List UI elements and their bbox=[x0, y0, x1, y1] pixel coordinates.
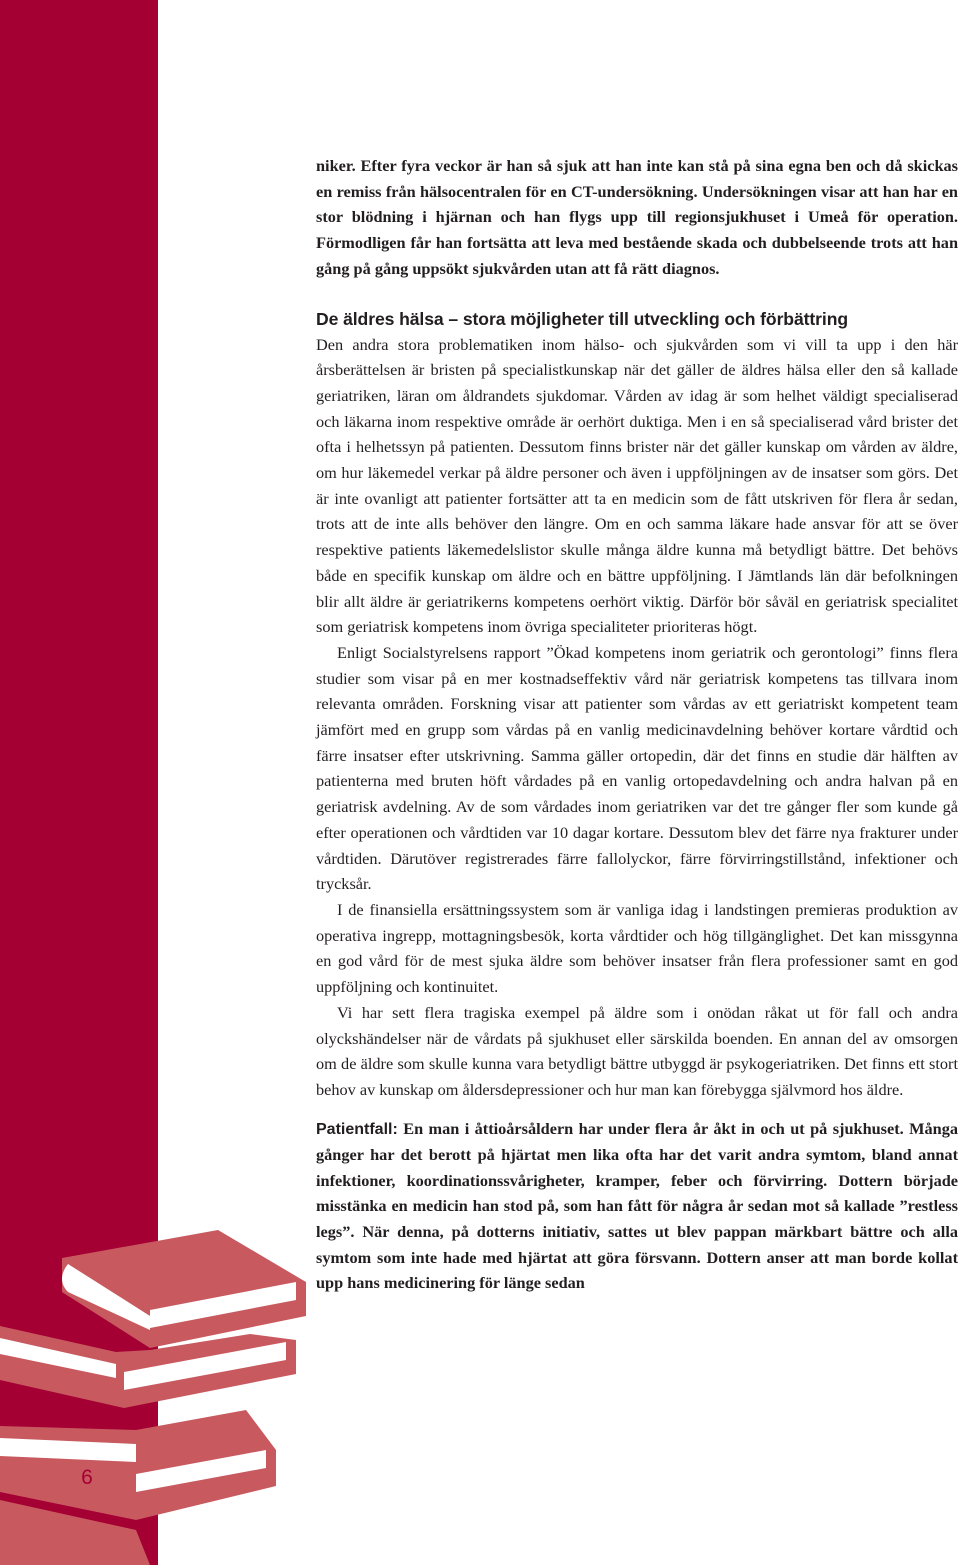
intro-paragraph: niker. Efter fyra veckor är han så sjuk att han inte kan stå på sina egna ben och då skickas en remiss från hälsocentralen för en CT-undersökning. Undersökningen visar att han har en stor blödning i hjärnan och han flygs upp till regionsjukhuset i Umeå för operation. Förmodligen får han fortsätta att leva med bestående skada och dubbelseende trots att han gång på gång uppsökt sjukvården utan att få rätt diagnos. bbox=[316, 156, 958, 278]
section-heading: De äldres hälsa – stora möjligheter till utveckling och förbättring bbox=[316, 308, 848, 329]
article-column bbox=[316, 153, 958, 1296]
body-paragraph-4: Vi har sett flera tragiska exempel på äldre som i onödan råkat ut för fall och andra olyckshändelser när de vårdats på sjukhuset eller särskilda boenden. En annan del av omsorgen om de äldre som skulle kunna vara betydligt bättre utbyggd är psykogeriatriken. Det finns ett stort behov av kunskap om åldersdepressioner och hur man kan förebygga självmord hos äldre. bbox=[316, 1002, 958, 1099]
book-top bbox=[62, 1230, 306, 1348]
patient-case-text: En man i åttioårsåldern har under flera år åkt in och ut på sjukhuset. Många gånger har det berott på hjärtat men lika ofta har det varit andra symtom, bland annat infektioner, koordinationssvårigheter, kramper, feber och förvirring. Dottern började misstänka en medicin han stod på, som han fått för några år sedan mot så kallade ”restless legs”. När denna, på dotterns initiativ, sattes ut blev pappan märkbart bättre och alla symtom som inte hade med hjärtat att göra försvann. Dottern anser att man borde kollat upp hans medicinering för länge sedan bbox=[316, 1118, 958, 1293]
books-stack-icon bbox=[0, 1230, 312, 1565]
patient-case bbox=[316, 1116, 958, 1296]
body-paragraph-2: Enligt Socialstyrelsens rapport ”Ökad kompetens inom geriatrik och gerontologi” finns flera studier som visar på en mer kostnadseffektiv vård när geriatrisk kompetens tas tillvara inom relevanta områden. Forskning visar att patienter som vårdas av ett geriatriskt kompetent team jämfört med en grupp som vårdas på en vanlig medicinavdelning behöver kortare vårdtid och färre insatser efter utskrivning. Samma gäller ortopedin, där det finns en studie där hälften av patienterna med bruten höft vårdades på en vanlig ortopedavdelning och andra halvan på en geriatrisk avdelning. Av de som vårdades inom geriatriken var det tre gånger fler som kunde gå efter operationen och vårdtiden var 10 dagar kortare. Dessutom blev det färre nya frakturer under vårdtiden. Därutöver registrerades färre fallolyckor, färre förvirringstillstånd, infektioner och trycksår. bbox=[316, 642, 958, 894]
body-paragraph-3: I de finansiella ersättningssystem som är vanliga idag i landstingen premieras produktion av operativa ingrepp, mottagningsbesök, korta vårdtider och hög tillgänglighet. Det kan missgynna en god vård för de mest sjuka äldre som behöver insatser från flera professioner samt en god uppföljning och kontinuitet. bbox=[316, 899, 958, 997]
book-bottom bbox=[0, 1410, 276, 1565]
patient-case-label: Patientfall: bbox=[316, 1120, 398, 1138]
page-number: 6 bbox=[81, 1466, 93, 1489]
body-paragraph-1: Den andra stora problematiken inom hälso- och sjukvården som vi vill ta upp i den här årsberättelsen är bristen på specialistkunskap när det gäller de äldres hälsa eller den så kallade geriatriken, läran om åldrandets sjukdomar. Vården av idag är som helhet väldigt specialiserad och läkarna inom respektive område är oerhört duktiga. Men i en så specialiserad vård brister det ofta i helhetssyn på patienten. Dessutom finns brister när det gäller kunskap om vården av äldre, om hur läkemedel verkar på äldre personer och även i uppföljningen av de insatser som görs. Det är inte ovanligt att patienter fortsätter att ta en medicin som de fått utskriven för flera år sedan, trots att de inte alls behöver den längre. Om en och samma läkare hade ansvar för att se över respektive patients läkemedelslistor skulle många äldre kunna må betydligt bättre. Det behövs både en specifik kunskap om äldre och en bättre uppföljning. I Jämtlands län där befolkningen blir allt äldre är geriatrikerns kompetens oerhört viktig. Därför bör såväl en geriatrisk specialitet som geriatrisk kompetens inom övriga specialiteter prioriteras högt. bbox=[316, 334, 958, 637]
